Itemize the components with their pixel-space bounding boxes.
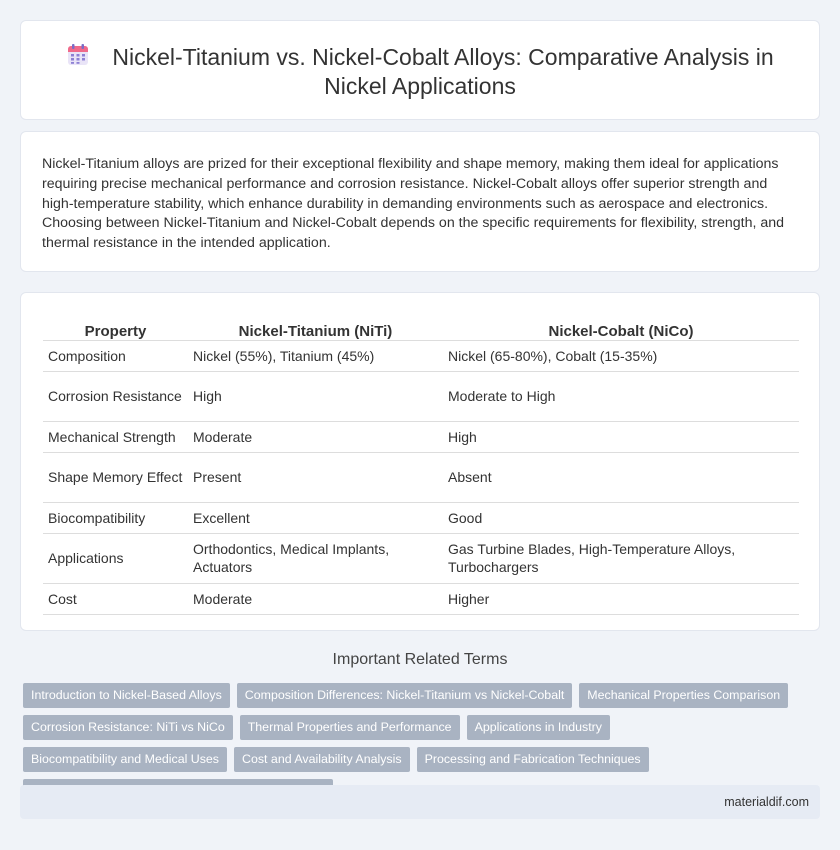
table-row xyxy=(43,583,799,614)
table-row xyxy=(43,533,799,583)
property-cell: Shape Memory Effect xyxy=(43,452,188,502)
page-title xyxy=(21,43,819,101)
table-row xyxy=(43,371,799,421)
property-cell: Biocompatibility xyxy=(43,502,188,533)
niti-cell: Moderate xyxy=(188,421,443,452)
related-term-tag[interactable]: Processing and Fabrication Techniques xyxy=(417,747,649,772)
comparison-table xyxy=(43,315,799,615)
related-term-tag[interactable]: Biocompatibility and Medical Uses xyxy=(23,747,227,772)
nico-cell: High xyxy=(443,421,799,452)
nico-cell: Gas Turbine Blades, High-Temperature Alloys, Turbochargers xyxy=(443,533,799,583)
table-row xyxy=(43,502,799,533)
nico-cell: Absent xyxy=(443,452,799,502)
property-cell: Mechanical Strength xyxy=(43,421,188,452)
related-term-tag[interactable]: Mechanical Properties Comparison xyxy=(579,683,788,708)
property-cell: Corrosion Resistance xyxy=(43,371,188,421)
table-row xyxy=(43,452,799,502)
property-cell: Applications xyxy=(43,533,188,583)
table-header-row xyxy=(43,315,799,340)
property-cell: Cost xyxy=(43,583,188,614)
niti-cell: Moderate xyxy=(188,583,443,614)
property-cell: Composition xyxy=(43,340,188,371)
related-term-tag[interactable]: Composition Differences: Nickel-Titanium vs Nickel-Cobalt xyxy=(237,683,573,708)
niti-cell: Orthodontics, Medical Implants, Actuators xyxy=(188,533,443,583)
footer-site-link[interactable]: materialdif.com xyxy=(724,795,809,809)
nico-cell: Higher xyxy=(443,583,799,614)
table-row xyxy=(43,421,799,452)
intro-paragraph: Nickel-Titanium alloys are prized for their exceptional flexibility and shape memory, making them ideal for applications requiring precise mechanical performance and corrosion resistance. Nickel-Cobalt alloys offer superior strength and high-temperature stability, which enhance durability in demanding environments such as aerospace and electronics. Choosing between Nickel-Titanium and Nickel-Cobalt depends on the specific requirements for flexibility, strength, and thermal resistance in the intended application. xyxy=(42,156,785,252)
header-property: Property xyxy=(43,315,188,340)
comparison-card xyxy=(20,292,820,631)
related-term-tag[interactable]: Cost and Availability Analysis xyxy=(234,747,410,772)
title-line-2: Nickel Applications xyxy=(324,73,516,99)
title-line-1: Nickel-Titanium vs. Nickel-Cobalt Alloys: Comparative Analysis in xyxy=(112,44,774,70)
niti-cell: High xyxy=(188,371,443,421)
nico-cell: Nickel (65-80%), Cobalt (15-35%) xyxy=(443,340,799,371)
header-card xyxy=(20,20,820,120)
niti-cell: Present xyxy=(188,452,443,502)
related-term-tag[interactable]: Applications in Industry xyxy=(467,715,610,740)
intro-card xyxy=(20,131,820,272)
related-term-tag[interactable]: Corrosion Resistance: NiTi vs NiCo xyxy=(23,715,233,740)
table-row xyxy=(43,340,799,371)
header-niti: Nickel-Titanium (NiTi) xyxy=(188,315,443,340)
related-term-tag[interactable]: Introduction to Nickel-Based Alloys xyxy=(23,683,230,708)
header-nico: Nickel-Cobalt (NiCo) xyxy=(443,315,799,340)
related-terms-heading: Important Related Terms xyxy=(332,651,508,668)
nico-cell: Good xyxy=(443,502,799,533)
calendar-icon xyxy=(66,43,90,67)
related-term-tag[interactable]: Thermal Properties and Performance xyxy=(240,715,460,740)
footer xyxy=(20,785,820,819)
niti-cell: Nickel (55%), Titanium (45%) xyxy=(188,340,443,371)
niti-cell: Excellent xyxy=(188,502,443,533)
nico-cell: Moderate to High xyxy=(443,371,799,421)
